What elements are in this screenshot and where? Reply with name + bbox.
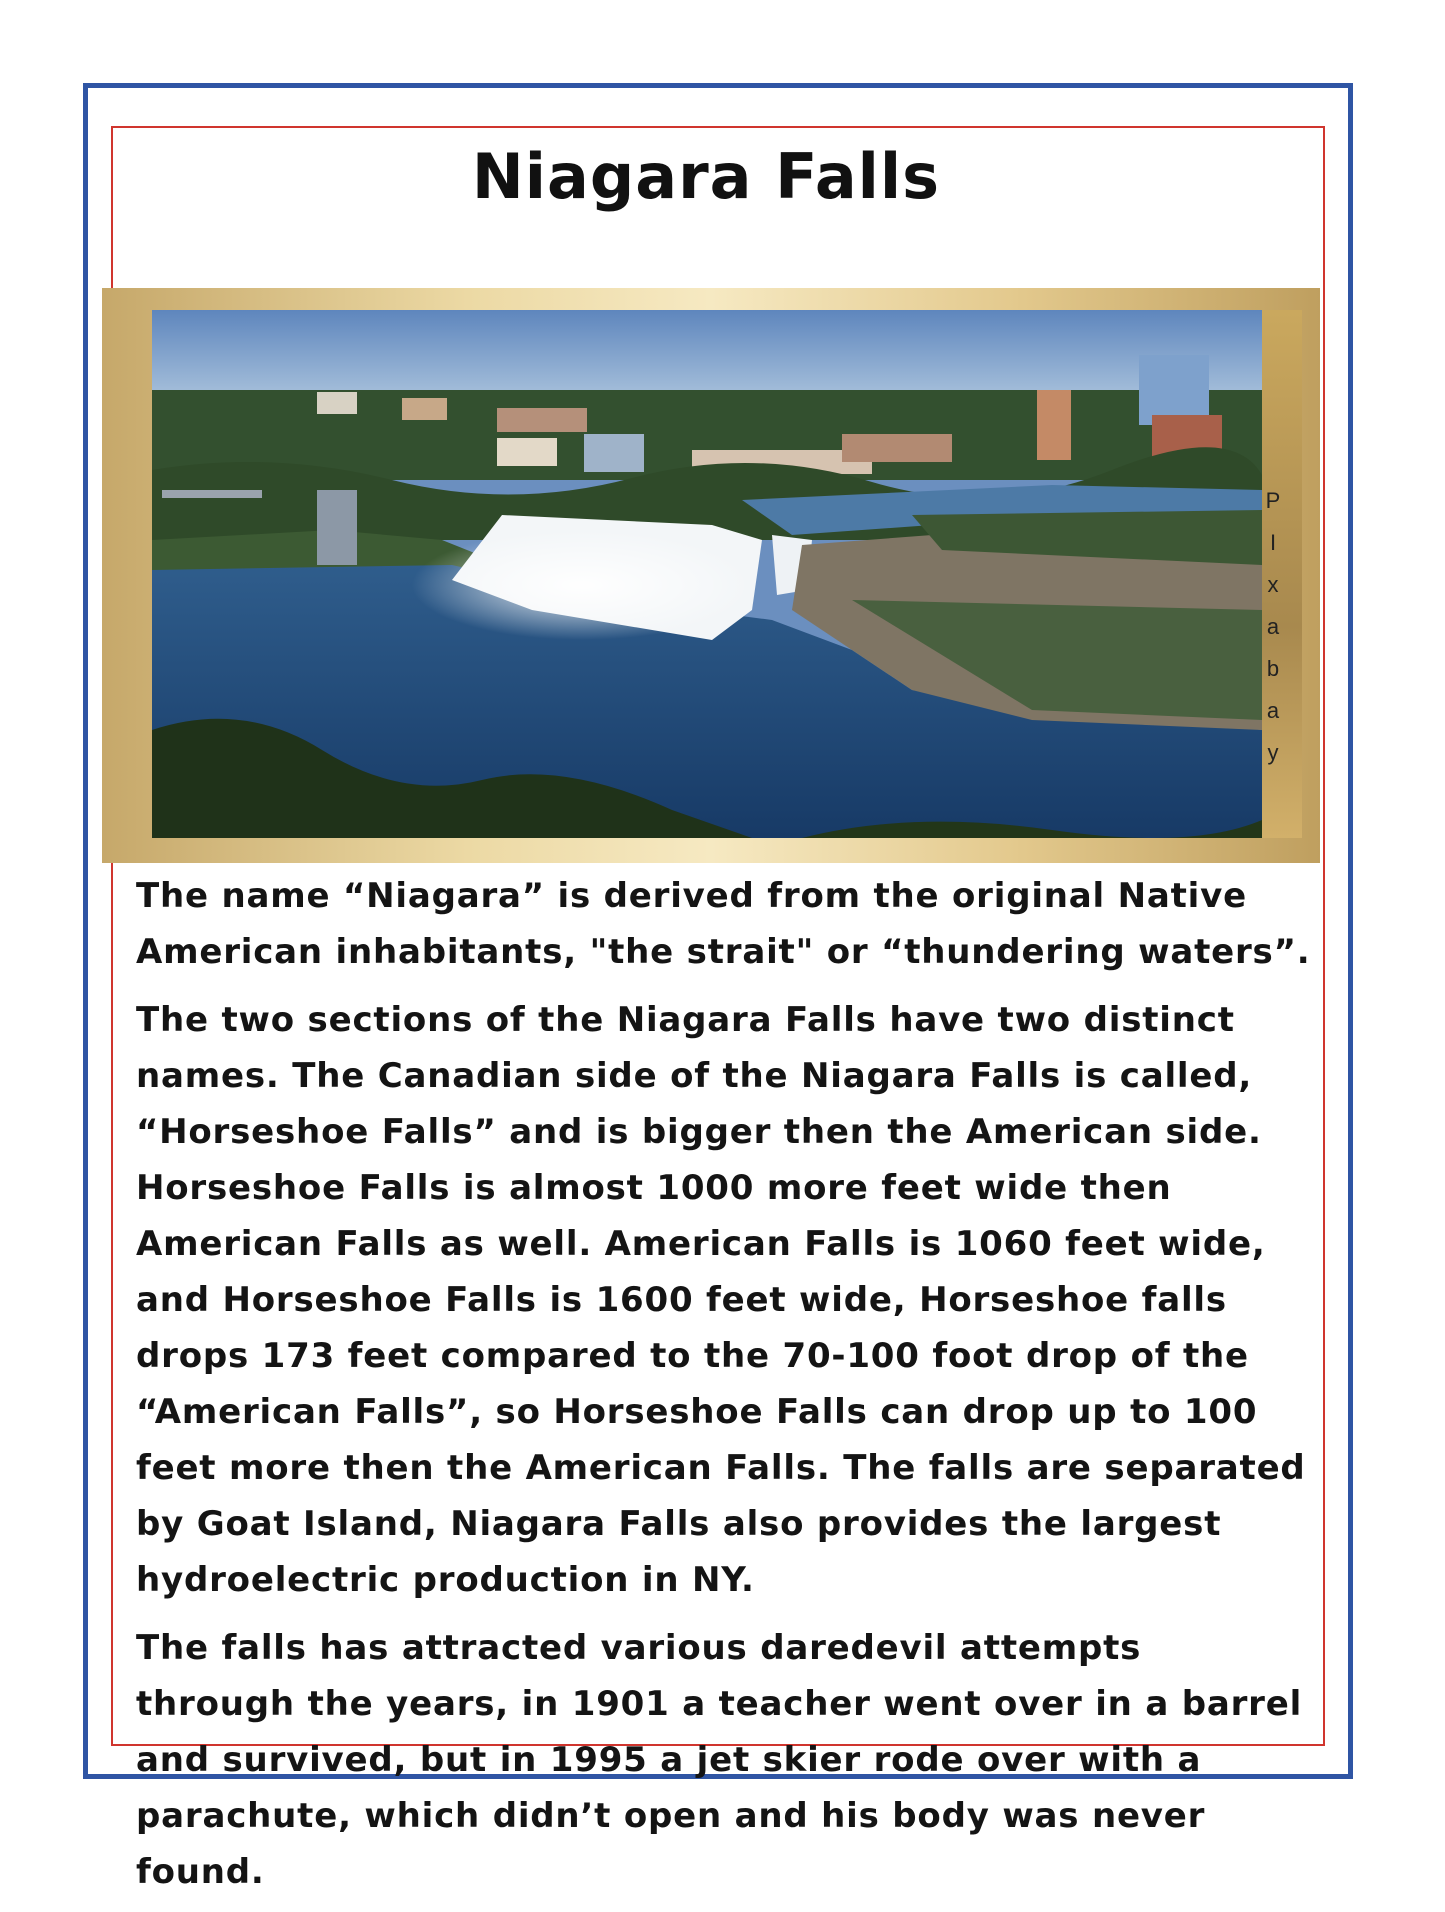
niagara-falls-photo xyxy=(152,310,1262,838)
paragraph-falls-sections: The two sections of the Niagara Falls have two distinct names. The Canadian side of the Niagara Falls is called, “Horseshoe Falls” and is bigger then the American side. Horseshoe Falls is almost 1000 more feet wide then American Falls as well. American Falls is 1060 feet wide, and Horseshoe Falls is 1600 feet wide, Horseshoe falls drops 173 feet compared to the 70-100 foot drop of the “American Falls”, so Horseshoe Falls can drop up to 100 feet more then the American Falls. The falls are separated by Goat Island, Niagara Falls also provides the largest hydroelectric production in NY. xyxy=(136,1000,1306,1600)
photo-frame xyxy=(102,288,1320,863)
page-title: Niagara Falls xyxy=(471,140,941,213)
paragraph-name-origin: The name “Niagara” is derived from the original Native American inhabitants, "the strait" or “thundering waters”. xyxy=(136,876,1311,972)
article-body xyxy=(136,868,1312,1912)
photo-credit: P I x a b a y xyxy=(1265,488,1281,765)
paragraph-daredevils: The falls has attracted various daredevil attempts through the years, in 1901 a teacher went over in a barrel and survived, but in 1995 a jet skier rode over with a parachute, which didn’t open and his body was never found. xyxy=(136,1628,1303,1892)
